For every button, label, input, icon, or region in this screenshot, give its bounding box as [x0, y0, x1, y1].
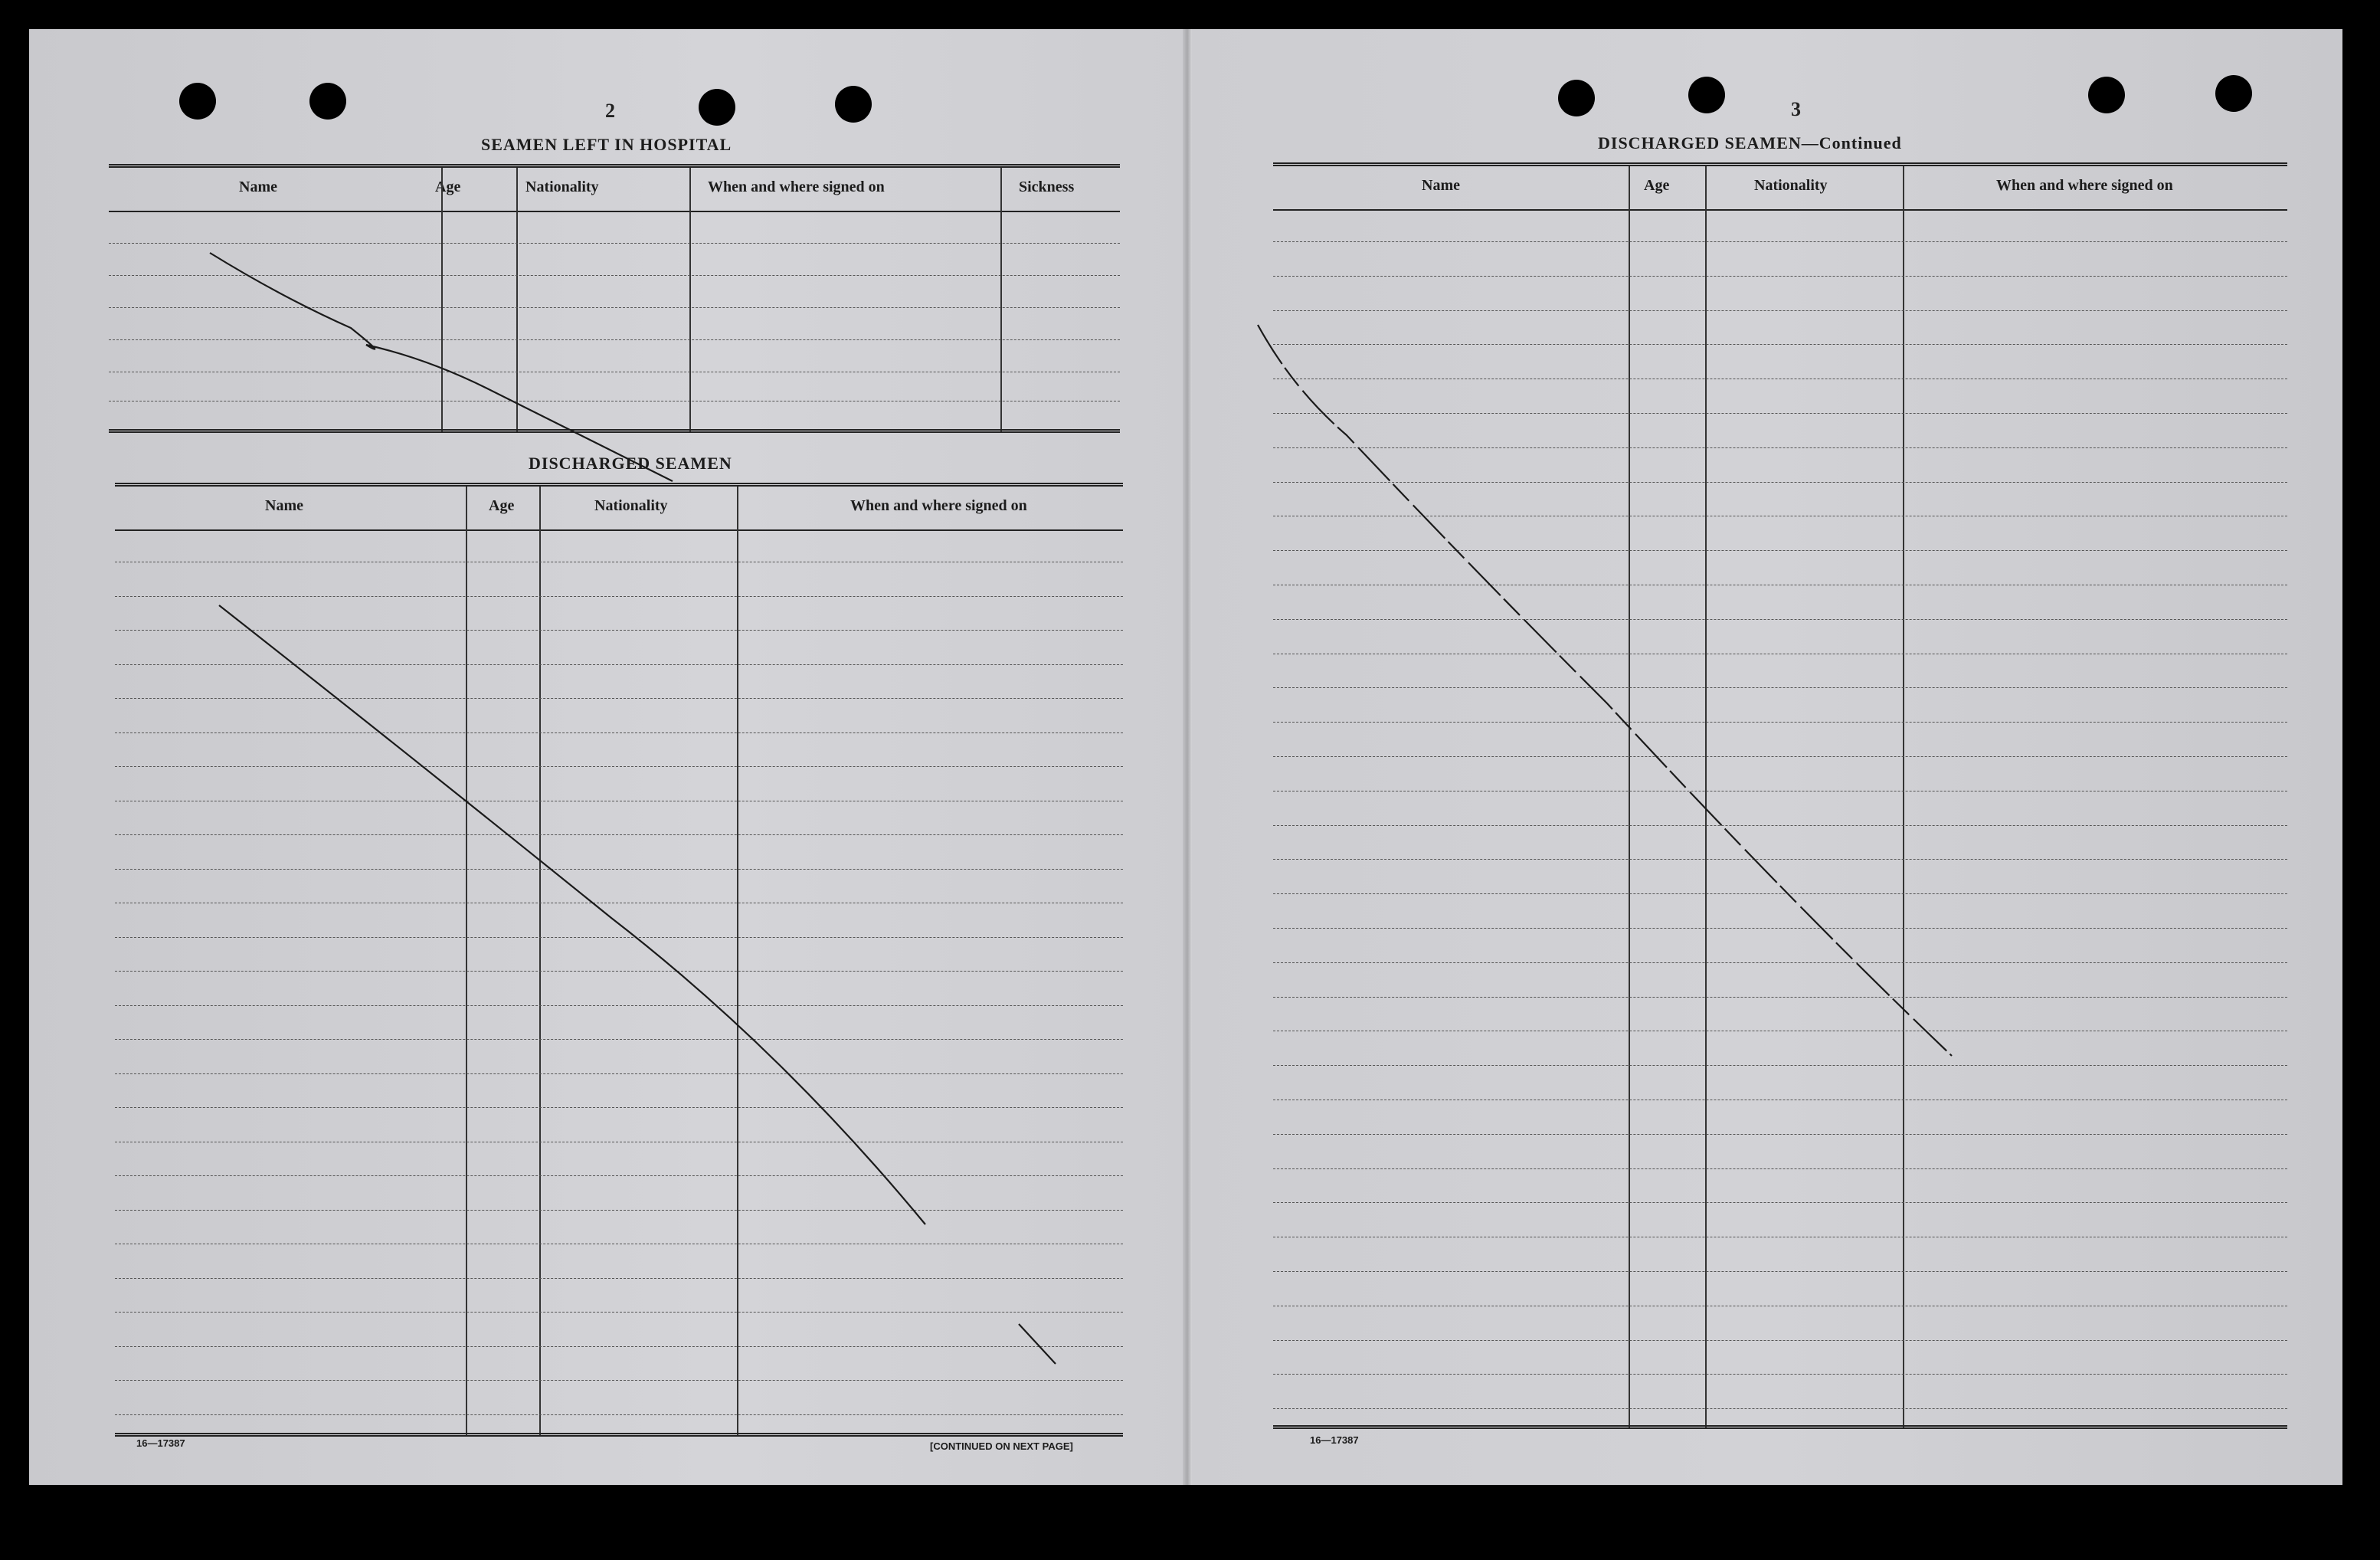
strike-line-right — [1258, 325, 1952, 1056]
column-header-signed-on: When and where signed on — [850, 497, 1027, 514]
strike-tick-left — [1019, 1324, 1056, 1364]
column-header-name: Name — [265, 497, 303, 514]
column-header-nationality: Nationality — [1754, 177, 1828, 194]
column-header-age: Age — [1644, 177, 1670, 194]
column-header-nationality: Nationality — [525, 179, 599, 195]
discharged-continued-title: DISCHARGED SEAMEN—Continued — [1598, 133, 1902, 152]
continued-note: [CONTINUED ON NEXT PAGE] — [930, 1440, 1073, 1452]
column-header-name: Name — [1422, 177, 1460, 194]
column-header-age: Age — [435, 179, 461, 195]
page-number: 2 — [605, 100, 615, 122]
form-number: 16—17387 — [136, 1437, 185, 1449]
column-header-sickness: Sickness — [1019, 179, 1075, 195]
strike-line-discharged-left — [219, 605, 925, 1224]
strike-line-hospital — [210, 253, 673, 481]
form-number: 16—17387 — [1310, 1434, 1359, 1446]
column-header-age: Age — [489, 497, 515, 514]
hospital-section-title: SEAMEN LEFT IN HOSPITAL — [481, 135, 732, 154]
form-sheet — [29, 29, 2342, 1485]
column-header-signed-on: When and where signed on — [1996, 177, 2173, 194]
column-header-nationality: Nationality — [594, 497, 668, 514]
handwritten-strike-lines — [29, 29, 2342, 1485]
column-header-signed-on: When and where signed on — [708, 179, 885, 195]
discharged-section-title: DISCHARGED SEAMEN — [529, 454, 732, 473]
page-number: 3 — [1791, 98, 1801, 120]
column-header-name: Name — [239, 179, 277, 195]
